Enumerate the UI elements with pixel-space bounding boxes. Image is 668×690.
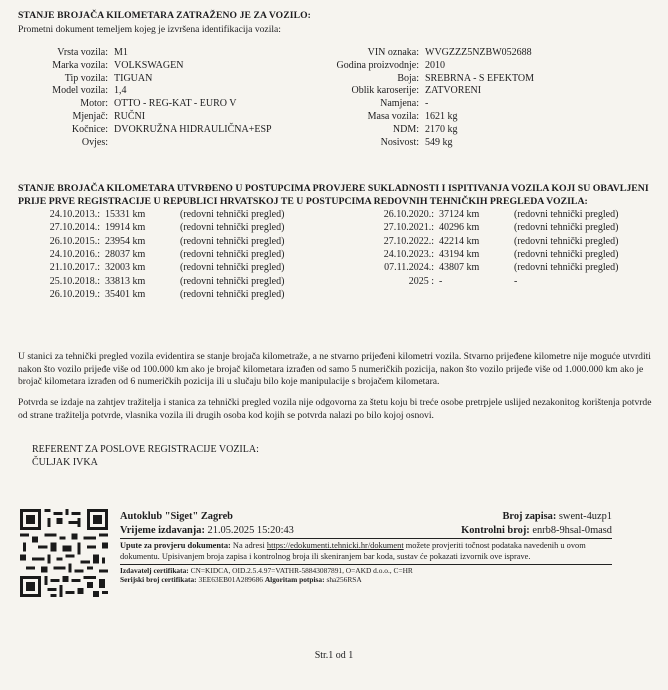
reading-km: 15331 km: [105, 209, 146, 221]
reading-date: 26.10.2019.:: [49, 288, 100, 300]
reading-km: 19914 km: [105, 222, 146, 234]
record-value: swent-4uzp1: [558, 511, 612, 522]
reading-date: 26.10.2015.:: [49, 235, 100, 247]
document-title: STANJE BROJAČA KILOMETARA ZATRAŽENO JE ZA VOZILO:: [18, 10, 311, 21]
vehicle-field: [18, 47, 272, 60]
reading-date: 25.10.2018.:: [49, 275, 100, 287]
reading-km: 43194 km: [439, 248, 480, 260]
field-value: M1: [114, 46, 128, 58]
reading-note: (redovni tehnički pregled): [514, 248, 619, 260]
cert-serial-value: 3EE63EB01A289686: [198, 575, 263, 585]
control-number: [461, 524, 612, 538]
record-label: Broj zapisa:: [502, 511, 557, 522]
reading-km: 42214 km: [439, 235, 480, 247]
field-value: WVGZZZ5NZBW052688: [425, 46, 532, 58]
field-label: Godina proizvodnje:: [336, 59, 419, 71]
issued-row: [120, 524, 612, 539]
field-value: TIGUAN: [114, 72, 153, 84]
reading-date: 27.10.2022.:: [383, 235, 434, 247]
reading-note: -: [514, 275, 518, 287]
field-label: Mjenjač:: [72, 110, 108, 122]
reading-row: [352, 209, 618, 222]
vehicle-field: [18, 85, 272, 98]
reading-row: [352, 262, 618, 275]
document-subtitle: Prometni dokument temeljem kojeg je izvršena identifikacija vozila:: [18, 23, 281, 35]
field-label: Tip vozila:: [64, 72, 108, 84]
field-label: NDM:: [392, 123, 419, 135]
field-value: DVOKRUŽNA HIDRAULIČNA+ESP: [114, 123, 272, 135]
reading-km: 28037 km: [105, 248, 146, 260]
field-value: SREBRNA - S EFEKTOM: [425, 72, 535, 84]
field-label: Masa vozila:: [367, 110, 419, 122]
reading-row: [18, 276, 284, 289]
vehicle-info-left: [18, 47, 272, 149]
vehicle-field: [18, 137, 272, 150]
field-value: OTTO - REG-KAT - EURO V: [114, 98, 237, 110]
reading-row: [352, 222, 618, 235]
field-label: Kočnice:: [71, 123, 108, 135]
verification-link[interactable]: https://edokumenti.tehnicki.hr/dokument: [266, 541, 404, 550]
cert-issuer-value: CN=KIDCA, OID.2.5.4.97=VATHR-58843087891, O=AKD d.o.o., C=HR: [190, 565, 413, 575]
reading-row: [18, 262, 284, 275]
vehicle-field: [18, 73, 272, 86]
odometer-readings: [18, 209, 652, 313]
reading-row: [352, 249, 618, 262]
vehicle-field: [251, 73, 534, 86]
vehicle-field: [18, 124, 272, 137]
cert-serial-label: Serijski broj certifikata:: [120, 575, 197, 585]
disclaimer-paragraph: U stanici za tehnički pregled vozila evidentira se stanje brojača kilometraže, a ne stvarno prijeđeni kilometri vozila. Stvarno prijeđene kilometre nije moguće utvrditi nakon što vozilo prijeđe više od 100.000 km ako je brojač kilometara izrađen od samo 5 numeričkih pozicija, nakon što vozilo prijeđe više od 1.000.000 km ako je brojač kilometara izrađen od 6 numeričkih pozicija ili u slučaju bilo koje manipulacije s brojačem kilometara.: [18, 351, 651, 387]
issued-time: [120, 524, 294, 538]
reading-note: (redovni tehnički pregled): [180, 222, 285, 234]
reading-note: (redovni tehnički pregled): [180, 275, 285, 287]
referent-name: ČULJAK IVKA: [32, 457, 98, 469]
field-label: VIN oznaka:: [367, 46, 419, 58]
vehicle-field: [251, 47, 534, 60]
field-label: Nosivost:: [380, 136, 419, 148]
field-label: Vrsta vozila:: [57, 46, 108, 58]
reading-date: 27.10.2021.:: [383, 222, 434, 234]
reading-date: 21.10.2017.:: [49, 262, 100, 274]
field-label: Ovjes:: [81, 136, 108, 148]
reading-date: 24.10.2016.:: [49, 248, 100, 260]
field-label: Model vozila:: [52, 85, 108, 97]
reading-note: (redovni tehnički pregled): [514, 262, 619, 274]
issued-label: Vrijeme izdavanja:: [120, 525, 205, 536]
alg-value: sha256RSA: [326, 575, 362, 585]
control-label: Kontrolni broj:: [461, 525, 530, 536]
cert-issuer: [120, 566, 612, 576]
reading-note: (redovni tehnički pregled): [180, 288, 285, 300]
reading-note: (redovni tehnički pregled): [514, 235, 619, 247]
liability-paragraph: Potvrda se izdaje na zahtjev tražitelja i stanica za tehnički pregled vozila nije odgovorna za štetu koju bi treće osobe pretrpjele uslijed nezakonitog korištenja potvrde od strane tražitelja potvrde, vlasnika vozila ili drugih osoba kod kojih se potvrda nalazi po bilo kojoj osnovi.: [18, 397, 652, 421]
field-label: Motor:: [80, 98, 108, 110]
field-value: VOLKSWAGEN: [114, 59, 184, 71]
cert-serial: [120, 575, 612, 585]
reading-row: [18, 236, 284, 249]
alg-label: Algoritam potpisa:: [264, 575, 325, 585]
reading-date: 26.10.2020.:: [383, 209, 434, 221]
reading-note: (redovni tehnički pregled): [180, 209, 285, 221]
reading-km: -: [439, 275, 443, 287]
control-value: enrb8-9hsal-0masd: [532, 525, 612, 536]
reading-km: 37124 km: [439, 209, 480, 221]
reading-note: (redovni tehnički pregled): [180, 262, 285, 274]
cert-issuer-label: Izdavatelj certifikata:: [120, 565, 189, 575]
record-number: [503, 510, 613, 524]
referent-title: REFERENT ZA POSLOVE REGISTRACIJE VOZILA:: [32, 444, 259, 456]
field-value: 2010: [425, 59, 445, 71]
field-value: 1,4: [114, 85, 127, 97]
vehicle-field: [251, 111, 534, 124]
reading-row: [18, 222, 284, 235]
reading-row: [18, 249, 284, 262]
field-label: Marka vozila:: [52, 59, 108, 71]
reading-note: (redovni tehnički pregled): [514, 209, 619, 221]
reading-km: 32003 km: [105, 262, 146, 274]
verification-info: [120, 510, 612, 585]
vehicle-field: [251, 60, 534, 73]
reading-note: (redovni tehnički pregled): [180, 248, 285, 260]
verification-footer: [20, 509, 630, 605]
issuer-org: Autoklub "Siget" Zagreb: [120, 511, 233, 522]
referent-block: [32, 443, 652, 469]
reading-note: (redovni tehnički pregled): [514, 222, 619, 234]
field-value: RUČNI: [114, 110, 146, 122]
reading-date: 07.11.2024.:: [384, 262, 434, 274]
reading-date: 24.10.2023.:: [383, 248, 434, 260]
qr-code[interactable]: [20, 509, 108, 597]
vehicle-info: [18, 47, 652, 165]
vehicle-field: [251, 98, 534, 111]
field-value: 2170 kg: [425, 123, 458, 135]
vehicle-field: [251, 137, 534, 150]
page-number: Str.1 od 1: [314, 650, 354, 661]
reading-km: 23954 km: [105, 235, 146, 247]
field-label: Boja:: [397, 72, 419, 84]
vehicle-field: [18, 98, 272, 111]
vehicle-field: [18, 111, 272, 124]
instructions-text: možete provjeriti točnost podataka navedenih u ovom dokumentu. Upisivanjem broja zapisa i kontrolnog broja ili skeniranjem bar koda, sustav će pokazati izvornik ove isprave.: [120, 541, 586, 561]
org-row: [120, 510, 612, 524]
reading-km: 33813 km: [105, 275, 146, 287]
field-value: 1621 kg: [425, 110, 458, 122]
section-title: STANJE BROJAČA KILOMETARA UTVRĐENO U POSTUPCIMA PROVJERE SUKLADNOSTI I ISPITIVANJA VOZILA KOJI SU OBAVLJENI PRIJE PRVE REGISTRACIJE U REPUBLICI HRVATSKOJ TE U POSTUPCIMA REDOVNIH TEHNIČKIH PREGLEDA VOZILA:: [18, 182, 649, 207]
vehicle-field: [18, 60, 272, 73]
reading-row: [18, 289, 284, 302]
field-label: Namjena:: [380, 98, 419, 110]
reading-date: 27.10.2014.:: [49, 222, 100, 234]
certificate-info: [120, 564, 612, 585]
field-label: Oblik karoserije:: [351, 85, 419, 97]
reading-row: [352, 276, 517, 289]
reading-row: [352, 236, 618, 249]
verification-instructions: [120, 541, 612, 563]
reading-km: 43807 km: [439, 262, 480, 274]
field-value: 549 kg: [425, 136, 453, 148]
reading-row: [18, 209, 284, 222]
reading-km: 40296 km: [439, 222, 480, 234]
field-value: ZATVORENI: [425, 85, 482, 97]
vehicle-field: [251, 124, 534, 137]
issued-value: 21.05.2025 15:20:43: [207, 525, 294, 536]
reading-date: 24.10.2013.:: [49, 209, 100, 221]
vehicle-info-right: [251, 47, 534, 149]
vehicle-field: [251, 85, 534, 98]
instructions-label: Upute za provjeru dokumenta:: [120, 541, 231, 550]
reading-note: (redovni tehnički pregled): [180, 235, 285, 247]
field-value: -: [425, 98, 429, 110]
reading-km: 35401 km: [105, 288, 146, 300]
reading-date: 2025 :: [408, 275, 434, 287]
instructions-text: Na adresi: [232, 541, 265, 550]
